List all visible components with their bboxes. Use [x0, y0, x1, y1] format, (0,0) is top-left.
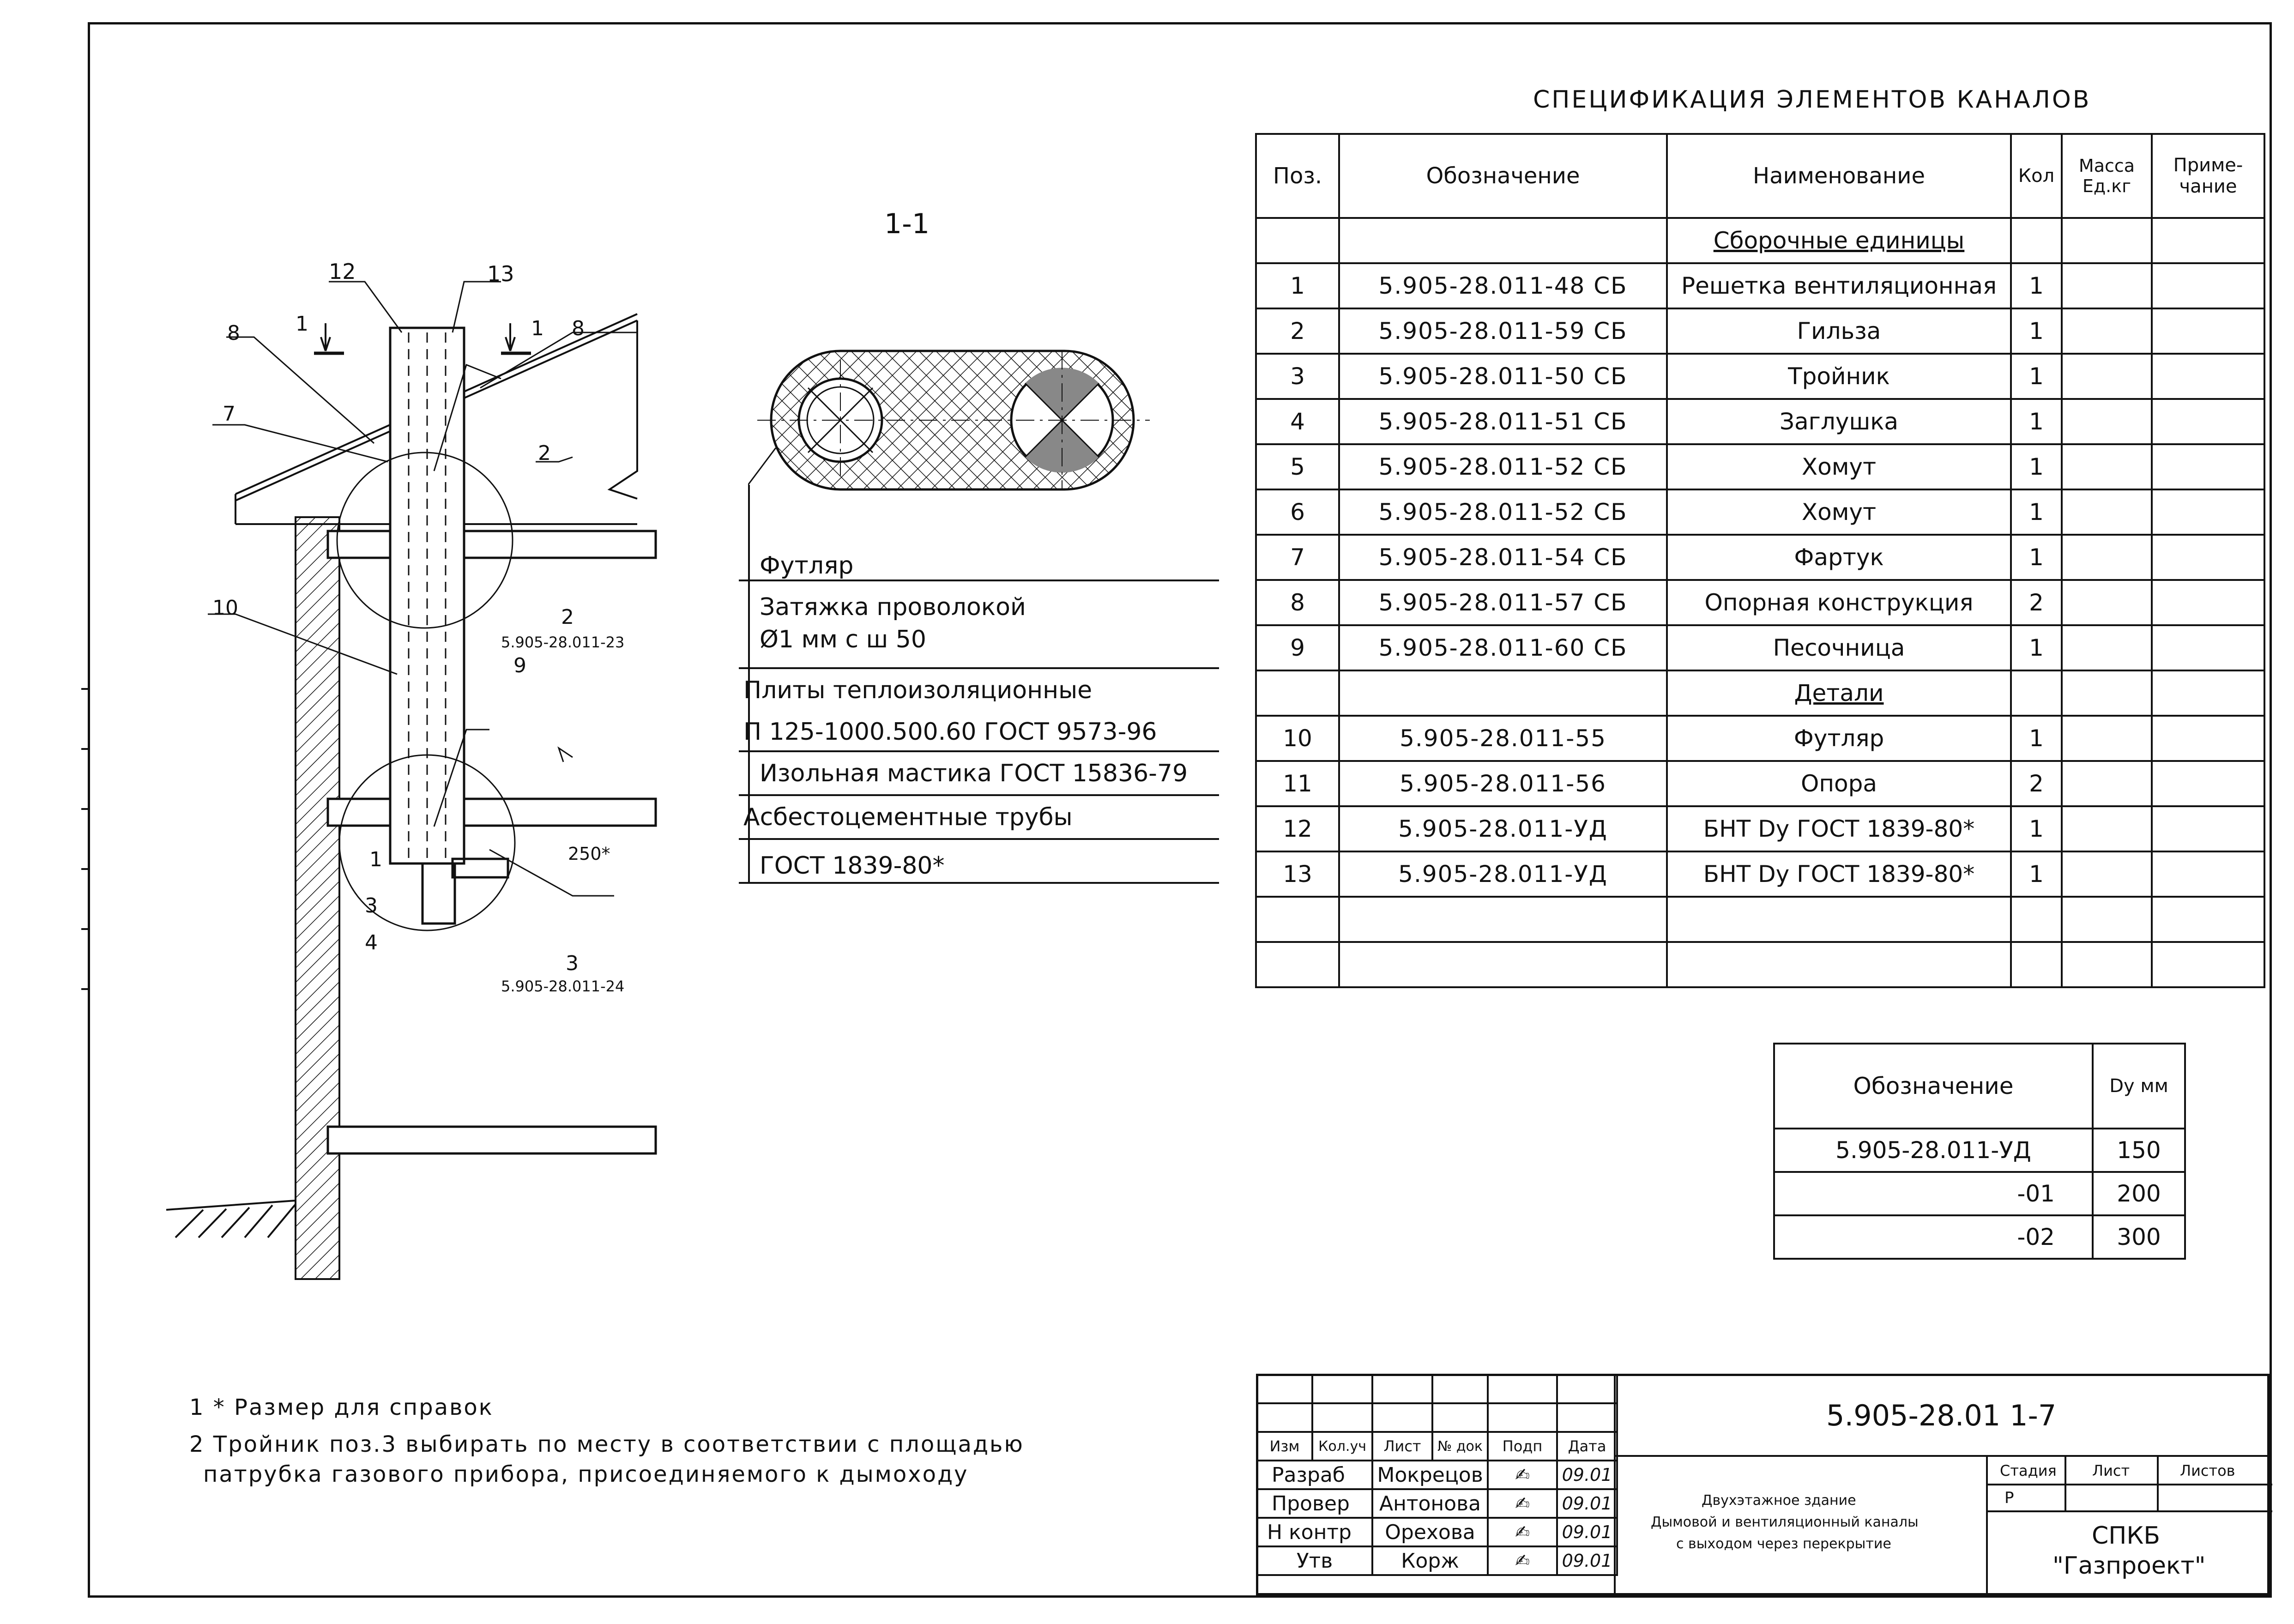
- spec-cell-oboz: 5.905-28.011-48 СБ: [1339, 263, 1667, 308]
- pos-label-13: 13: [487, 261, 514, 286]
- spec-cell-pos: 11: [1256, 761, 1339, 806]
- spec-cell-name: Песочница: [1667, 625, 2011, 670]
- spec-cell-name: Опорная конструкция: [1667, 580, 2011, 625]
- wall: [296, 517, 339, 1279]
- spec-cell-name: Фартук: [1667, 535, 2011, 580]
- spec-cell-oboz: [1339, 218, 1667, 263]
- dy-table: [1773, 1043, 2186, 1260]
- signature-grid: [1256, 1374, 1618, 1576]
- signature-row: [1257, 1546, 1617, 1575]
- dy-header-row: [1774, 1044, 2185, 1129]
- spec-cell-qty: 1: [2011, 399, 2062, 444]
- spec-cell-pos: 7: [1256, 535, 1339, 580]
- hdr-izm: Изм: [1257, 1432, 1312, 1461]
- spec-row: [1256, 263, 2264, 308]
- spec-cell-pos: 9: [1256, 625, 1339, 670]
- spec-cell-prim: [2152, 489, 2264, 535]
- layer-label-plates: Плиты теплоизоляционные: [743, 676, 1093, 704]
- dy-value: 150: [2093, 1129, 2185, 1172]
- spec-cell-name: Хомут: [1667, 489, 2011, 535]
- spec-cell-prim: [2152, 851, 2264, 897]
- spec-cell-pos: 5: [1256, 444, 1339, 489]
- sheet-header: Лист: [2092, 1462, 2130, 1479]
- signature-mark: ✍: [1488, 1461, 1557, 1489]
- org-name-1: СПКБ: [2092, 1522, 2161, 1550]
- date-razrab: 09.01: [1557, 1461, 1617, 1489]
- spec-cell-pos: 13: [1256, 851, 1339, 897]
- spec-cell-pos: 3: [1256, 354, 1339, 399]
- signature-mark: ✍: [1488, 1489, 1557, 1518]
- spec-cell-prim: [2152, 670, 2264, 716]
- spec-cell-pos: [1256, 942, 1339, 987]
- spec-cell-oboz: 5.905-28.011-УД: [1339, 806, 1667, 851]
- spec-cell-name: БНТ Dy ГОСТ 1839-80*: [1667, 851, 2011, 897]
- spec-cell-prim: [2152, 399, 2264, 444]
- dy-oboz: -02: [1774, 1215, 2093, 1259]
- hdr-ndok: № док: [1432, 1432, 1488, 1461]
- spec-cell-mass: [2062, 670, 2152, 716]
- detail-ref-2-code: 5.905-28.011-23: [501, 634, 625, 651]
- spec-cell-qty: [2011, 897, 2062, 942]
- slab: [328, 531, 656, 558]
- spec-section-row: [1256, 670, 2264, 716]
- spec-cell-name: Футляр: [1667, 716, 2011, 761]
- spec-row: [1256, 625, 2264, 670]
- doc-code: 5.905-28.01 1-7: [1826, 1399, 2057, 1432]
- spec-cell-name: [1667, 897, 2011, 942]
- spec-row: [1256, 942, 2264, 987]
- spec-cell-mass: [2062, 851, 2152, 897]
- spec-cell-name: Гильза: [1667, 308, 2011, 354]
- date-prover: 09.01: [1557, 1489, 1617, 1518]
- hdr-podp: Подп: [1488, 1432, 1557, 1461]
- name-nkontr: Орехова: [1372, 1518, 1488, 1546]
- layer-label-pipes-gost: ГОСТ 1839-80*: [760, 852, 945, 880]
- spec-cell-mass: [2062, 761, 2152, 806]
- col-header-prim: Приме- чание: [2152, 134, 2264, 218]
- spec-cell-qty: 1: [2011, 354, 2062, 399]
- spec-cell-mass: [2062, 399, 2152, 444]
- spec-cell-qty: 1: [2011, 308, 2062, 354]
- spec-cell-mass: [2062, 354, 2152, 399]
- dy-header-oboz: Обозначение: [1774, 1044, 2093, 1129]
- spec-cell-pos: 1: [1256, 263, 1339, 308]
- dy-row: [1774, 1215, 2185, 1259]
- layer-label-mastic: Изольная мастика ГОСТ 15836-79: [760, 760, 1188, 787]
- pos-label-8-left: 8: [227, 321, 240, 345]
- spec-cell-mass: [2062, 806, 2152, 851]
- spec-cell-pos: 12: [1256, 806, 1339, 851]
- slab: [328, 799, 656, 826]
- spec-cell-mass: [2062, 716, 2152, 761]
- spec-row: [1256, 308, 2264, 354]
- spec-cell-prim: [2152, 308, 2264, 354]
- section-title: 1-1: [884, 208, 930, 240]
- note-2: 2 Тройник поз.3 выбирать по месту в соответствии с площадью: [189, 1431, 1024, 1457]
- pos-label-3: 3: [365, 894, 378, 918]
- spec-cell-prim: [2152, 716, 2264, 761]
- signature-mark: ✍: [1488, 1518, 1557, 1546]
- spec-cell-qty: 1: [2011, 716, 2062, 761]
- col-header-mass: Масса Ед.кг: [2062, 134, 2152, 218]
- spec-cell-oboz: 5.905-28.011-57 СБ: [1339, 580, 1667, 625]
- spec-cell-oboz: 5.905-28.011-54 СБ: [1339, 535, 1667, 580]
- spec-cell-prim: [2152, 942, 2264, 987]
- spec-row: [1256, 354, 2264, 399]
- spec-cell-prim: [2152, 806, 2264, 851]
- date-nkontr: 09.01: [1557, 1518, 1617, 1546]
- role-razrab: Разраб: [1257, 1461, 1372, 1489]
- spec-title: СПЕЦИФИКАЦИЯ ЭЛЕМЕНТОВ КАНАЛОВ: [1533, 86, 2091, 114]
- cut-label-right: 1: [531, 317, 544, 340]
- binding-tick: [81, 928, 88, 930]
- note-1: 1 * Размер для справок: [189, 1395, 494, 1420]
- signature-mark: ✍: [1488, 1546, 1557, 1575]
- dy-row: [1774, 1172, 2185, 1215]
- col-header-name: Наименование: [1667, 134, 2011, 218]
- spec-cell-oboz: 5.905-28.011-60 СБ: [1339, 625, 1667, 670]
- stage-value: Р: [2004, 1489, 2014, 1507]
- spec-cell-oboz: 5.905-28.011-52 СБ: [1339, 444, 1667, 489]
- hdr-koluch: Кол.уч: [1312, 1432, 1372, 1461]
- sheets-header: Листов: [2180, 1462, 2235, 1479]
- binding-tick: [81, 868, 88, 870]
- col-header-qty: Кол: [2011, 134, 2062, 218]
- spec-cell-mass: [2062, 625, 2152, 670]
- section-1-1-drawing: [748, 332, 1164, 517]
- spec-cell-oboz: [1339, 670, 1667, 716]
- layer-label-pipes: Асбестоцементные трубы: [743, 803, 1073, 831]
- spec-cell-qty: 1: [2011, 263, 2062, 308]
- spec-cell-prim: [2152, 535, 2264, 580]
- spec-table: [1255, 133, 2265, 988]
- spec-cell-mass: [2062, 444, 2152, 489]
- spec-row: [1256, 761, 2264, 806]
- spec-row: [1256, 806, 2264, 851]
- spec-cell-prim: [2152, 354, 2264, 399]
- pos-label-4: 4: [365, 931, 378, 954]
- spec-cell-pos: 8: [1256, 580, 1339, 625]
- layer-rule: [739, 882, 1219, 884]
- detail-ref-3-code: 5.905-28.011-24: [501, 978, 625, 995]
- spec-row: [1256, 897, 2264, 942]
- spec-cell-oboz: 5.905-28.011-50 СБ: [1339, 354, 1667, 399]
- spec-cell-oboz: 5.905-28.011-51 СБ: [1339, 399, 1667, 444]
- spec-cell-mass: [2062, 580, 2152, 625]
- doc-title-line-1: Двухэтажное здание: [1702, 1492, 1856, 1509]
- spec-cell-qty: 2: [2011, 580, 2062, 625]
- spec-cell-prim: [2152, 444, 2264, 489]
- spec-cell-oboz: [1339, 897, 1667, 942]
- layer-label-futlyar: Футляр: [760, 552, 854, 580]
- spec-row: [1256, 489, 2264, 535]
- binding-tick: [81, 748, 88, 750]
- signature-row: [1257, 1518, 1617, 1546]
- col-header-oboz: Обозначение: [1339, 134, 1667, 218]
- spec-cell-mass: [2062, 489, 2152, 535]
- spec-cell-pos: 4: [1256, 399, 1339, 444]
- spec-cell-name: Заглушка: [1667, 399, 2011, 444]
- layer-rule: [739, 580, 1219, 581]
- pos-label-9: 9: [513, 654, 526, 677]
- detail-ref-3-number: 3: [566, 952, 579, 975]
- spec-cell-prim: [2152, 761, 2264, 806]
- detail-ref-2-number: 2: [561, 605, 574, 629]
- pos-label-10: 10: [212, 596, 238, 620]
- layer-rule: [739, 838, 1219, 840]
- spec-cell-oboz: 5.905-28.011-УД: [1339, 851, 1667, 897]
- spec-cell-mass: [2062, 942, 2152, 987]
- spec-cell-name: Решетка вентиляционная: [1667, 263, 2011, 308]
- layer-label-wire-spec: Ø1 мм с ш 50: [760, 626, 926, 653]
- spec-cell-qty: 1: [2011, 535, 2062, 580]
- title-block: [1256, 1374, 2270, 1595]
- name-utv: Корж: [1372, 1546, 1488, 1575]
- note-2-cont: патрубка газового прибора, присоединяемого к дымоходу: [203, 1461, 969, 1487]
- spec-cell-mass: [2062, 535, 2152, 580]
- spec-cell-qty: 1: [2011, 444, 2062, 489]
- spec-row: [1256, 716, 2264, 761]
- binding-tick: [81, 988, 88, 990]
- pos-label-2: 2: [538, 441, 551, 465]
- spec-section-row: [1256, 218, 2264, 263]
- dy-value: 200: [2093, 1172, 2185, 1215]
- spec-cell-prim: [2152, 625, 2264, 670]
- spec-cell-pos: 10: [1256, 716, 1339, 761]
- dy-header-dy: Dy мм: [2093, 1044, 2185, 1129]
- spec-cell-prim: [2152, 263, 2264, 308]
- layer-label-wire: Затяжка проволокой: [760, 593, 1026, 621]
- dy-oboz: 5.905-28.011-УД: [1774, 1129, 2093, 1172]
- slab: [328, 1127, 656, 1153]
- binding-tick: [81, 808, 88, 810]
- ground: [166, 1201, 296, 1238]
- stage-header: Стадия: [2000, 1462, 2057, 1479]
- hdr-list: Лист: [1372, 1432, 1432, 1461]
- pos-label-7: 7: [223, 402, 235, 426]
- spec-cell-qty: [2011, 942, 2062, 987]
- layer-rule: [739, 667, 1219, 669]
- role-nkontr: Н контр: [1257, 1518, 1372, 1546]
- spec-cell-qty: 2: [2011, 761, 2062, 806]
- spec-cell-prim: [2152, 580, 2264, 625]
- spec-header-row: [1256, 134, 2264, 218]
- spec-cell-name: Хомут: [1667, 444, 2011, 489]
- spec-row: [1256, 851, 2264, 897]
- spec-cell-mass: [2062, 897, 2152, 942]
- pos-label-8-right: 8: [572, 317, 585, 340]
- stage-grid-hline: [1986, 1484, 2272, 1485]
- role-utv: Утв: [1257, 1546, 1372, 1575]
- stage-grid-vline: [2065, 1457, 2066, 1510]
- spec-cell-pos: [1256, 670, 1339, 716]
- name-razrab: Мокрецов: [1372, 1461, 1488, 1489]
- signature-row: [1257, 1489, 1617, 1518]
- spec-cell-oboz: [1339, 942, 1667, 987]
- spec-cell-mass: [2062, 263, 2152, 308]
- spec-cell-oboz: 5.905-28.011-56: [1339, 761, 1667, 806]
- role-prover: Провер: [1257, 1489, 1372, 1518]
- spec-cell-qty: 1: [2011, 806, 2062, 851]
- spec-cell-name: Опора: [1667, 761, 2011, 806]
- spec-row: [1256, 535, 2264, 580]
- doc-title-line-2: Дымовой и вентиляционный каналы: [1651, 1514, 1919, 1530]
- col-header-pos: Поз.: [1256, 134, 1339, 218]
- spec-cell-qty: [2011, 670, 2062, 716]
- doc-title-line-3: с выходом через перекрытие: [1676, 1536, 1891, 1552]
- layer-rule: [739, 794, 1219, 796]
- dy-row: [1774, 1129, 2185, 1172]
- spec-cell-oboz: 5.905-28.011-52 СБ: [1339, 489, 1667, 535]
- spec-cell-qty: 1: [2011, 489, 2062, 535]
- name-prover: Антонова: [1372, 1489, 1488, 1518]
- spec-cell-prim: [2152, 897, 2264, 942]
- spec-cell-qty: [2011, 218, 2062, 263]
- pos-label-1: 1: [369, 848, 382, 871]
- stage-grid: [1986, 1457, 2272, 1512]
- spec-cell-qty: 1: [2011, 851, 2062, 897]
- spec-cell-qty: 1: [2011, 625, 2062, 670]
- spec-cell-name: Сборочные единицы: [1667, 218, 2011, 263]
- spec-cell-oboz: 5.905-28.011-59 СБ: [1339, 308, 1667, 354]
- spec-cell-pos: 6: [1256, 489, 1339, 535]
- cut-label-left: 1: [296, 312, 308, 336]
- stage-grid-vline: [2157, 1457, 2159, 1510]
- layer-label-plates-spec: П 125-1000.500.60 ГОСТ 9573-96: [743, 718, 1157, 746]
- spec-cell-pos: [1256, 218, 1339, 263]
- date-utv: 09.01: [1557, 1546, 1617, 1575]
- spec-row: [1256, 399, 2264, 444]
- spec-row: [1256, 580, 2264, 625]
- dy-value: 300: [2093, 1215, 2185, 1259]
- binding-tick: [81, 688, 88, 690]
- org-name-2: "Газпроект": [2053, 1552, 2206, 1580]
- spec-cell-name: Тройник: [1667, 354, 2011, 399]
- spec-cell-pos: [1256, 897, 1339, 942]
- spec-cell-name: [1667, 942, 2011, 987]
- pos-label-12: 12: [329, 259, 356, 284]
- spec-cell-name: БНТ Dy ГОСТ 1839-80*: [1667, 806, 2011, 851]
- dy-oboz: -01: [1774, 1172, 2093, 1215]
- spec-row: [1256, 444, 2264, 489]
- hdr-data: Дата: [1557, 1432, 1617, 1461]
- signature-header-row: [1257, 1432, 1617, 1461]
- spec-cell-mass: [2062, 218, 2152, 263]
- signature-row: [1257, 1461, 1617, 1489]
- spec-cell-pos: 2: [1256, 308, 1339, 354]
- spec-cell-oboz: 5.905-28.011-55: [1339, 716, 1667, 761]
- dimension-250: 250*: [568, 844, 610, 864]
- spec-cell-name: Детали: [1667, 670, 2011, 716]
- spec-cell-mass: [2062, 308, 2152, 354]
- layer-rule: [739, 750, 1219, 752]
- spec-cell-prim: [2152, 218, 2264, 263]
